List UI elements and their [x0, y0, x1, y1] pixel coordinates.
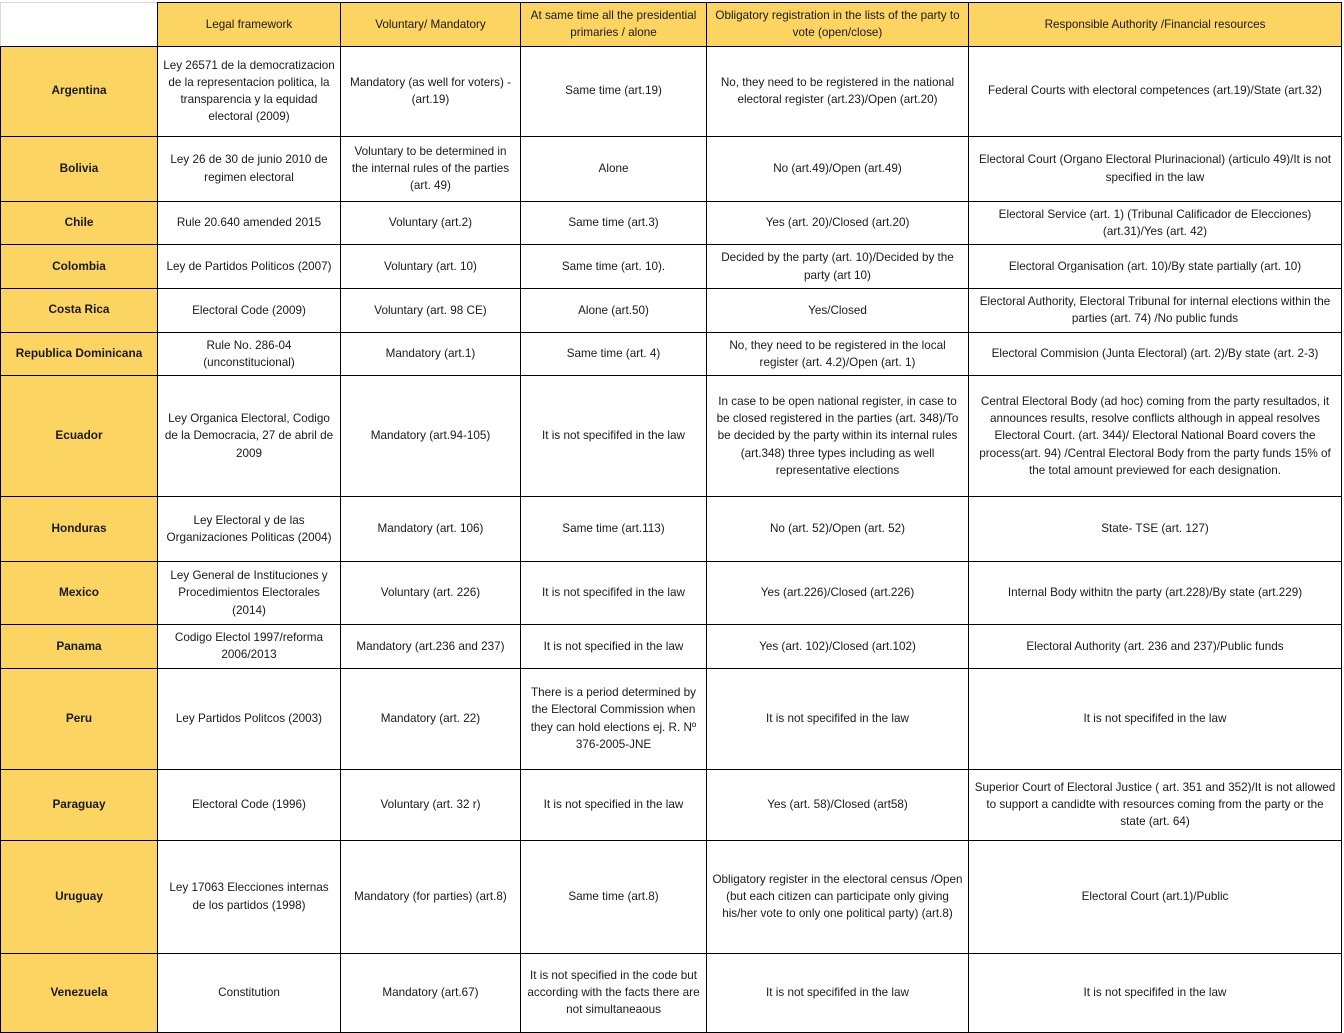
country-name: Paraguay	[1, 769, 158, 840]
cell-responsible-authority: Electoral Organisation (art. 10)/By state partially (art. 10)	[969, 245, 1342, 289]
cell-same-time: It is not specified in the law	[521, 625, 707, 669]
table-row	[1, 136, 1342, 201]
table-row	[1, 201, 1342, 245]
cell-obligatory-registration: It is not specififed in the law	[707, 953, 969, 1032]
cell-legal-framework: Rule No. 286-04 (unconstitucional)	[158, 332, 341, 376]
cell-voluntary-mandatory: Voluntary (art. 98 CE)	[341, 288, 521, 332]
cell-obligatory-registration: No (art. 52)/Open (art. 52)	[707, 497, 969, 562]
table-row	[1, 840, 1342, 953]
table-row	[1, 769, 1342, 840]
header-cell-voluntary-mandatory: Voluntary/ Mandatory	[341, 3, 521, 47]
cell-voluntary-mandatory: Voluntary to be determined in the internal rules of the parties (art. 49)	[341, 136, 521, 201]
cell-voluntary-mandatory: Voluntary (art. 32 r)	[341, 769, 521, 840]
table-row	[1, 376, 1342, 497]
table-row	[1, 46, 1342, 136]
header-row	[1, 3, 1342, 47]
country-name: Argentina	[1, 46, 158, 136]
cell-voluntary-mandatory: Voluntary (art.2)	[341, 201, 521, 245]
country-name: Ecuador	[1, 376, 158, 497]
cell-legal-framework: Ley Electoral y de las Organizaciones Politicas (2004)	[158, 497, 341, 562]
cell-legal-framework: Codigo Electol 1997/reforma 2006/2013	[158, 625, 341, 669]
header-cell-responsible-authority: Responsible Authority /Financial resources	[969, 3, 1342, 47]
country-name: Panama	[1, 625, 158, 669]
cell-responsible-authority: Federal Courts with electoral competences (art.19)/State (art.32)	[969, 46, 1342, 136]
table-row	[1, 668, 1342, 769]
cell-same-time: Same time (art. 10).	[521, 245, 707, 289]
country-name: Bolivia	[1, 136, 158, 201]
table-row	[1, 562, 1342, 625]
header-cell-legal-framework: Legal framework	[158, 3, 341, 47]
cell-legal-framework: Ley General de Instituciones y Procedimientos Electorales (2014)	[158, 562, 341, 625]
table-row	[1, 953, 1342, 1032]
cell-responsible-authority: It is not specififed in the law	[969, 953, 1342, 1032]
cell-responsible-authority: Superior Court of Electoral Justice ( art. 351 and 352)/It is not allowed to support a candidte with resources coming from the party or the state (art. 64)	[969, 769, 1342, 840]
country-name: Mexico	[1, 562, 158, 625]
country-name: Colombia	[1, 245, 158, 289]
cell-voluntary-mandatory: Mandatory (for parties) (art.8)	[341, 840, 521, 953]
cell-responsible-authority: Electoral Authority (art. 236 and 237)/Public funds	[969, 625, 1342, 669]
table-row	[1, 497, 1342, 562]
country-electoral-primaries-table	[0, 2, 1342, 1033]
country-name: Costa Rica	[1, 288, 158, 332]
cell-legal-framework: Electoral Code (1996)	[158, 769, 341, 840]
cell-responsible-authority: Central Electoral Body (ad hoc) coming from the party resultados, it announces results, resolve conflicts although in appeal resolves Electoral Court. (art. 344)/ Electoral National Board covers the process(art. 94) /Central Electoral Body from the party funds 15% of the total amount previewed for each designation.	[969, 376, 1342, 497]
cell-obligatory-registration: Yes (art. 58)/Closed (art58)	[707, 769, 969, 840]
cell-obligatory-registration: Decided by the party (art. 10)/Decided by the party (art 10)	[707, 245, 969, 289]
cell-same-time: Same time (art.19)	[521, 46, 707, 136]
header-cell-obligatory-registration: Obligatory registration in the lists of the party to vote (open/close)	[707, 3, 969, 47]
cell-legal-framework: Constitution	[158, 953, 341, 1032]
country-name: Republica Dominicana	[1, 332, 158, 376]
cell-responsible-authority: Electoral Commision (Junta Electoral) (art. 2)/By state (art. 2-3)	[969, 332, 1342, 376]
cell-same-time: Same time (art.3)	[521, 201, 707, 245]
cell-obligatory-registration: Yes (art.226)/Closed (art.226)	[707, 562, 969, 625]
cell-responsible-authority: Electoral Court (art.1)/Public	[969, 840, 1342, 953]
country-name: Peru	[1, 668, 158, 769]
cell-same-time: Same time (art. 4)	[521, 332, 707, 376]
comparison-table-container	[0, 2, 1341, 1033]
cell-voluntary-mandatory: Mandatory (art.1)	[341, 332, 521, 376]
table-row	[1, 245, 1342, 289]
cell-obligatory-registration: In case to be open national register, in case to be closed registered in the parties (art. 348)/To be decided by the party within its internal rules (art.348) three types including as well representative elections	[707, 376, 969, 497]
header-cell-same-time: At same time all the presidential primaries / alone	[521, 3, 707, 47]
cell-voluntary-mandatory: Mandatory (as well for voters) - (art.19)	[341, 46, 521, 136]
cell-legal-framework: Ley Organica Electoral, Codigo de la Democracia, 27 de abril de 2009	[158, 376, 341, 497]
cell-obligatory-registration: Yes/Closed	[707, 288, 969, 332]
cell-obligatory-registration: No, they need to be registered in the national electoral register (art.23)/Open (art.20)	[707, 46, 969, 136]
cell-same-time: Alone (art.50)	[521, 288, 707, 332]
cell-same-time: Same time (art.113)	[521, 497, 707, 562]
cell-same-time: It is not specififed in the law	[521, 562, 707, 625]
cell-voluntary-mandatory: Mandatory (art.67)	[341, 953, 521, 1032]
cell-legal-framework: Ley de Partidos Politicos (2007)	[158, 245, 341, 289]
cell-same-time: It is not specififed in the law	[521, 376, 707, 497]
cell-voluntary-mandatory: Voluntary (art. 10)	[341, 245, 521, 289]
cell-responsible-authority: Internal Body withitn the party (art.228)/By state (art.229)	[969, 562, 1342, 625]
cell-voluntary-mandatory: Voluntary (art. 226)	[341, 562, 521, 625]
header-cell-country	[1, 3, 158, 47]
cell-legal-framework: Electoral Code (2009)	[158, 288, 341, 332]
cell-legal-framework: Ley Partidos Politcos (2003)	[158, 668, 341, 769]
cell-same-time: It is not specified in the code but according with the facts there are not simultaneaous	[521, 953, 707, 1032]
cell-responsible-authority: It is not specififed in the law	[969, 668, 1342, 769]
cell-obligatory-registration: No (art.49)/Open (art.49)	[707, 136, 969, 201]
cell-voluntary-mandatory: Mandatory (art. 22)	[341, 668, 521, 769]
table-row	[1, 625, 1342, 669]
cell-obligatory-registration: Yes (art. 102)/Closed (art.102)	[707, 625, 969, 669]
cell-same-time: There is a period determined by the Electoral Commission when they can hold elections ej. R. Nº 376-2005-JNE	[521, 668, 707, 769]
cell-same-time: It is not specified in the law	[521, 769, 707, 840]
cell-voluntary-mandatory: Mandatory (art.94-105)	[341, 376, 521, 497]
country-name: Venezuela	[1, 953, 158, 1032]
country-name: Chile	[1, 201, 158, 245]
table-row	[1, 332, 1342, 376]
cell-obligatory-registration: Obligatory register in the electoral census /Open (but each citizen can participate only giving his/her vote to only one political party) (art.8)	[707, 840, 969, 953]
country-name: Uruguay	[1, 840, 158, 953]
cell-same-time: Alone	[521, 136, 707, 201]
cell-obligatory-registration: It is not specififed in the law	[707, 668, 969, 769]
cell-responsible-authority: State- TSE (art. 127)	[969, 497, 1342, 562]
table-body	[1, 46, 1342, 1032]
cell-obligatory-registration: Yes (art. 20)/Closed (art.20)	[707, 201, 969, 245]
table-header	[1, 3, 1342, 47]
cell-voluntary-mandatory: Mandatory (art.236 and 237)	[341, 625, 521, 669]
cell-legal-framework: Ley 17063 Elecciones internas de los partidos (1998)	[158, 840, 341, 953]
cell-legal-framework: Rule 20.640 amended 2015	[158, 201, 341, 245]
cell-voluntary-mandatory: Mandatory (art. 106)	[341, 497, 521, 562]
cell-responsible-authority: Electoral Court (Organo Electoral Plurinacional) (articulo 49)/It is not specified in the law	[969, 136, 1342, 201]
cell-responsible-authority: Electoral Authority, Electoral Tribunal for internal elections within the parties (art. 74) /No public funds	[969, 288, 1342, 332]
cell-same-time: Same time (art.8)	[521, 840, 707, 953]
country-name: Honduras	[1, 497, 158, 562]
cell-responsible-authority: Electoral Service (art. 1) (Tribunal Calificador de Elecciones) (art.31)/Yes (art. 42)	[969, 201, 1342, 245]
table-row	[1, 288, 1342, 332]
cell-legal-framework: Ley 26571 de la democratizacion de la representacion politica, la transparencia y la equidad electoral (2009)	[158, 46, 341, 136]
cell-obligatory-registration: No, they need to be registered in the local register (art. 4.2)/Open (art. 1)	[707, 332, 969, 376]
cell-legal-framework: Ley 26 de 30 de junio 2010 de regimen electoral	[158, 136, 341, 201]
